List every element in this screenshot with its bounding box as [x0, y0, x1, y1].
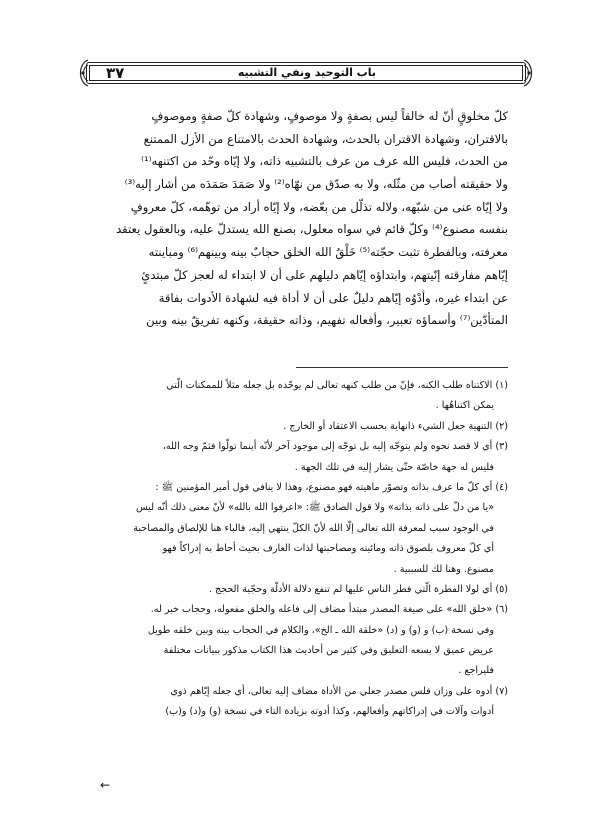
page-header [86, 62, 526, 84]
footnote-line: (٣) أي لا قصد نحوه ولم يتوجّه إليه بل توجّه إلى موجود آخر لأنّه أينما تولّوا فثمّ وجه الله، [162, 441, 508, 453]
footnote-line: أدوات وآلات في إدراكاتهم وأفعالهم، وكذا أدوته بزيادة التاء في نسخة (و) و(د) و(ب) [165, 706, 494, 718]
main-text-line: ولا إيّاه عنى من شبّهه، ولاله تذلّل من بعّضه، ولا إيّاه أراد من توهّمه، كلّ معروفٍ [130, 199, 508, 214]
main-text [106, 105, 508, 332]
chapter-title: باب التوحيد ونفي التشبيه [237, 66, 376, 79]
main-text-line: من الحدث، فليس الله عرف من عرف بالتشبيه ذاته، ولا إيّاه وحّد من اكتنهه⁽¹⁾ [141, 154, 508, 169]
main-text-line: المتأدّين⁽⁷⁾ وأسماؤه تعبير، وأفعاله تفهيم، وذاته حقيقة، وكنهه تفريقٌ بينه وبين [146, 313, 508, 328]
right-ornament-icon [522, 58, 536, 88]
footnote-line: وفي نسخة (ب) و (و) و (د) «خلقة الله ـ الخ»، والكلام في الحجاب بينه وبين خلقه طويل [147, 624, 494, 636]
main-text-line: إيّاهم مفارقته إنّيتهم، وابتداؤه إيّاهم دليلهم على أن لا ابتداء له لعجز كلّ مبتدئٍ [141, 267, 508, 282]
main-text-line: بنفسه مصنوع⁽⁴⁾ وكلّ قائم في سواه معلول، بصنع الله يستدلّ عليه، وبالعقول يعتقد [116, 222, 508, 237]
left-ornament-icon [76, 58, 90, 88]
footnote-line: (٦) «خلق الله» على صيغة المصدر مبتدأ مضاف إلى فاعله والخلق مفعوله، وحجاب خبر له. [150, 604, 508, 616]
main-text-line: كلّ مخلوقٍ أنّ له خالقاً ليس بصفةٍ ولا موصوفٍ، وشهادة كلّ صفةٍ وموصوفٍ [151, 109, 508, 123]
footnote-line: (٥) أي لولا الفطرة الّتي فطر الناس عليها لم تنفع دلالة الأدلّة وحجّية الحجج . [208, 583, 508, 595]
footnote-line: «يا من دلّ على ذاته بذاته» ولا قول الصادق ﷺ: «اعرفوا الله بالله» لأنّ معنى ذلك أنّه ليس [135, 502, 494, 514]
footnote-line: فليراجع . [458, 665, 494, 677]
main-text-line: معرفته، وبالفطرة تثبت حجّته⁽⁵⁾ خَلْقُ الله الخلق حجابٌ بينه وبينهم⁽⁶⁾ ومباينته [148, 245, 508, 260]
footnote-line: يمكن اكتناهُها . [435, 400, 494, 412]
footnote-line: في الوجود سبب لمعرفة الله تعالى إلّا الله لأنّ الكلّ ينتهي إليه، فالباء هنا للإلصاق والمصاحبة [133, 522, 494, 534]
continue-arrow-icon: ← [100, 778, 111, 792]
footnote-line: (٤) أي كلّ ما عرف بذاته وتصوّر ماهيته فهو مصنوع، وهذا لا ينافي قول أمير المؤمنين ﷺ : [155, 481, 508, 493]
main-text-line: عن ابتداء غيره، وأدْوُه إيّاهم دليلٌ على أن لا أداة فيه لشهادة الأدوات بفاقة [158, 290, 508, 305]
footnote-line: (٢) التنهية جعل الشيء ذانهاية بحسب الاعتقاد أو الخارج . [283, 420, 508, 432]
footnote-line: أي كلّ معروف بلصوق ذاته ومائيته ومصاحبتها لذات العارف بحيث أحاط به إدراكاً فهو [162, 543, 494, 555]
footnote-line: (٧) أدوه على وزان فلس مصدر جعلي من الأداة مضاف إليه تعالى، أي جعله إيّاهم ذوي [170, 685, 508, 697]
main-text-line: بالاقتران، وشهادة الاقتران بالحدث، وشهادة الحدث بالامتناع من الأزل الممتنع [143, 131, 508, 146]
footnotes [96, 376, 508, 723]
page-number: ٣٧ [106, 64, 125, 82]
footnote-line: عريض عميق لا يسعه التعليق وفي كثير من أحاديث هذا الكتاب مذكور ببيانات مختلفة [163, 645, 494, 657]
footnote-line: فليس له جهة خاصّة حتّى يشار إليه في تلك الجهة . [294, 461, 494, 473]
footnote-divider [296, 367, 508, 368]
footnote-line: مصنوع. وهنا لك للسببية . [393, 563, 494, 575]
footnote-line: (١) الاكتناه طلب الكنه، فإنّ من طلب كنهه تعالى لم يوحّده بل جعله مثلاً للممكنات الّتي [166, 380, 508, 391]
main-text-line: ولا حقيقته أصاب من مثّله، ولا به صدّق من نهّاه⁽²⁾ ولا صَمَدَ صَمَدَه من أشار إليه⁽³⁾ [124, 177, 508, 192]
